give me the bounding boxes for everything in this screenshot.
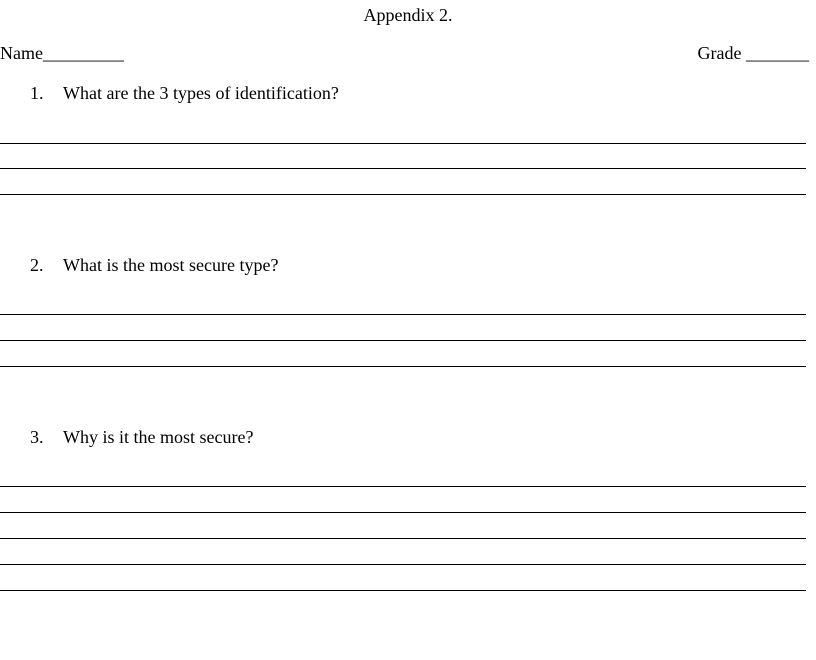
answer-line[interactable] [0, 366, 806, 367]
name-field[interactable]: Name_________ [0, 43, 124, 63]
question-text: What is the most secure type? [63, 255, 279, 275]
answer-line[interactable] [0, 168, 806, 169]
answer-line[interactable] [0, 194, 806, 195]
answer-line[interactable] [0, 512, 806, 513]
answer-line[interactable] [0, 143, 806, 144]
answer-line[interactable] [0, 314, 806, 315]
answer-line[interactable] [0, 590, 806, 591]
question-number: 2. [30, 255, 44, 275]
grade-field[interactable]: Grade _______ [697, 43, 809, 63]
question-number: 3. [30, 427, 44, 447]
answer-line[interactable] [0, 340, 806, 341]
question-text: Why is it the most secure? [63, 427, 254, 447]
question-number: 1. [30, 83, 44, 103]
answer-line[interactable] [0, 486, 806, 487]
question-3 [30, 426, 253, 448]
page-title: Appendix 2. [363, 5, 453, 25]
question-2 [30, 254, 278, 276]
question-1 [30, 82, 339, 104]
answer-line[interactable] [0, 564, 806, 565]
answer-line[interactable] [0, 538, 806, 539]
question-text: What are the 3 types of identification? [63, 83, 339, 103]
